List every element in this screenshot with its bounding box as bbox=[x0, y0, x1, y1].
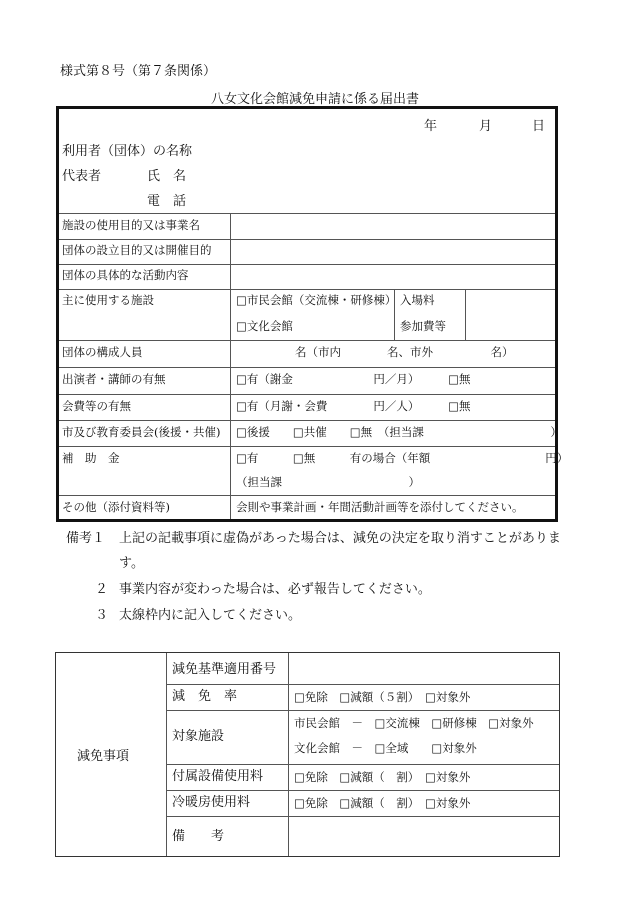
target-facility-culture: 文化会館 － □全域 □対象外 bbox=[294, 741, 477, 755]
rep-phone-label: 電 話 bbox=[147, 194, 187, 209]
divider bbox=[59, 495, 555, 496]
remark-3-text: 太線枠内に記入してください。 bbox=[119, 608, 302, 623]
divider bbox=[59, 264, 555, 265]
membership-fee-label: 会費等の有無 bbox=[62, 399, 131, 413]
members-value: 名（市内 名、市外 名） bbox=[295, 345, 514, 359]
membership-fee-value: □有（月謝・会費 円／人） □無 bbox=[236, 399, 471, 413]
admission-fee-label: 入場料 bbox=[400, 293, 435, 307]
exemption-code-label: 減免基準適用番号 bbox=[172, 662, 277, 677]
remark-1-continued: す。 bbox=[119, 556, 144, 571]
subsidy-department: （担当課 ） bbox=[236, 475, 420, 489]
remark-1-label: 備考１ bbox=[66, 531, 106, 546]
target-facility-label: 対象施設 bbox=[172, 729, 225, 744]
performer-label: 出演者・講師の有無 bbox=[62, 372, 166, 386]
support-label: 市及び教育委員会(後援・共催) bbox=[62, 425, 221, 439]
exemption-rate-value: □免除 □減額（５割） □対象外 bbox=[294, 690, 471, 704]
remark-3-number: ３ bbox=[95, 608, 109, 623]
divider bbox=[59, 239, 555, 240]
purpose-label: 施設の使用目的又は事業名 bbox=[62, 218, 200, 232]
date-year: 年 bbox=[424, 119, 438, 134]
exemption-section-label: 減免事項 bbox=[77, 749, 130, 764]
divider bbox=[59, 420, 555, 421]
facility-option-civic: □市民会館（交流棟・研修棟） bbox=[236, 293, 397, 307]
divider bbox=[166, 684, 559, 685]
support-value: □後援 □共催 □無 （担当課 ） bbox=[236, 425, 562, 439]
divider bbox=[59, 213, 555, 214]
exemption-table bbox=[55, 652, 560, 857]
target-facility-civic: 市民会館 － □交流棟 □研修棟 □対象外 bbox=[294, 716, 534, 730]
subsidy-label: 補 助 金 bbox=[62, 451, 120, 465]
column-divider bbox=[465, 289, 466, 340]
participation-fee-label: 参加費等 bbox=[400, 319, 446, 333]
divider bbox=[166, 816, 559, 817]
hvac-fee-value: □免除 □減額（ 割） □対象外 bbox=[294, 796, 471, 810]
hvac-fee-label: 冷暖房使用料 bbox=[172, 795, 251, 810]
divider bbox=[59, 394, 555, 395]
performer-value: □有（謝金 円／月） □無 bbox=[236, 372, 471, 386]
org-name-label: 利用者（団体）の名称 bbox=[62, 144, 193, 159]
facility-label: 主に使用する施設 bbox=[62, 293, 154, 307]
facility-option-culture: □文化会館 bbox=[236, 319, 293, 333]
column-divider bbox=[230, 213, 231, 519]
representative-label: 代表者 bbox=[62, 169, 102, 184]
divider bbox=[166, 764, 559, 765]
remark-2-number: ２ bbox=[95, 582, 109, 597]
document-title: 八女文化会館減免申請に係る届出書 bbox=[210, 92, 419, 107]
divider bbox=[59, 340, 555, 341]
form-number: 様式第８号（第７条関係） bbox=[60, 64, 217, 79]
date-day: 日 bbox=[532, 119, 546, 134]
members-label: 団体の構成人員 bbox=[62, 345, 143, 359]
divider bbox=[59, 446, 555, 447]
equipment-fee-value: □免除 □減額（ 割） □対象外 bbox=[294, 770, 471, 784]
rep-name-label: 氏 名 bbox=[147, 169, 187, 184]
activity-label: 団体の具体的な活動内容 bbox=[62, 268, 189, 282]
note-label: 備 考 bbox=[172, 829, 225, 844]
other-value: 会則や事業計画・年間活動計画等を添付してください。 bbox=[236, 500, 524, 514]
divider bbox=[59, 289, 555, 290]
subsidy-value: □有 □無 有の場合（年額 円） bbox=[236, 451, 569, 465]
equipment-fee-label: 付属設備使用料 bbox=[172, 769, 264, 784]
remark-2-text: 事業内容が変わった場合は、必ず報告してください。 bbox=[119, 582, 431, 597]
remark-1-text: 上記の記載事項に虚偽があった場合は、減免の決定を取り消すことがありま bbox=[119, 531, 561, 546]
other-label: その他（添付資料等) bbox=[62, 500, 170, 514]
application-form bbox=[56, 106, 569, 522]
divider bbox=[166, 710, 559, 711]
founding-label: 団体の設立目的又は開催目的 bbox=[62, 243, 212, 257]
divider bbox=[166, 790, 559, 791]
date-month: 月 bbox=[479, 119, 493, 134]
divider bbox=[59, 367, 555, 368]
exemption-rate-label: 減 免 率 bbox=[172, 689, 238, 704]
